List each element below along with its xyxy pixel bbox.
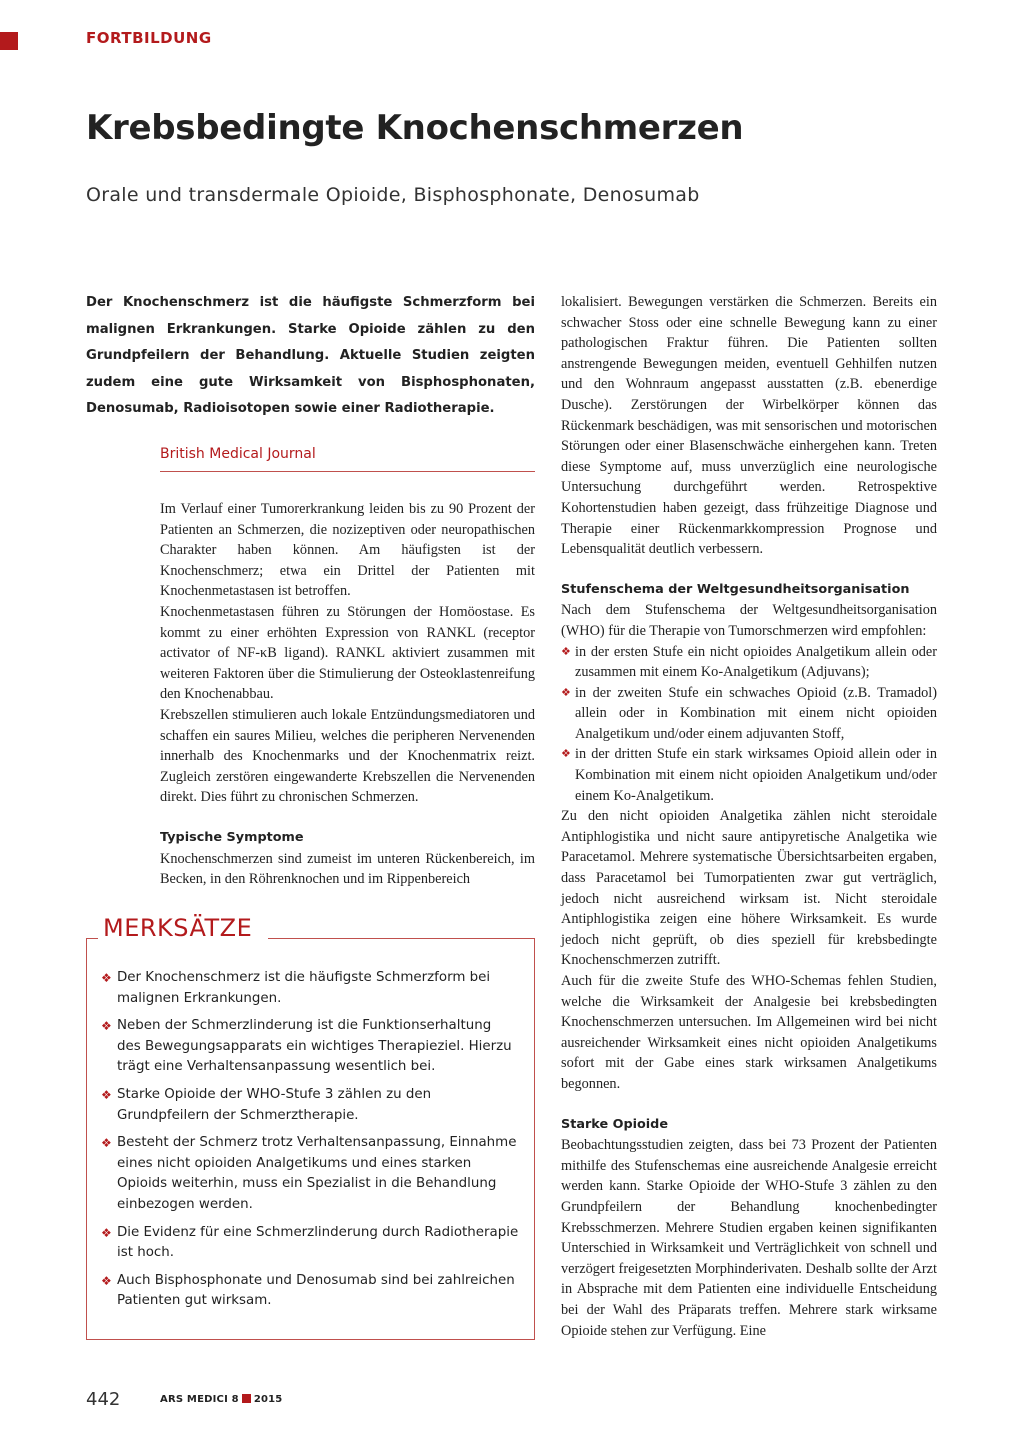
who-steps-list (561, 642, 937, 807)
key-point-item: ❖ Neben der Schmerzlinderung ist die Funktionserhaltung des Bewegungsapparats ein wichtiges Therapieziel. Hierzu trägt eine Verhaltensanpassung wesentlich bei. (101, 1018, 512, 1075)
list-item: ❖ in der zweiten Stufe ein schwaches Opioid (z.B. Tramadol) allein oder in Kombination mit einem nicht opioiden Analgetikum und/oder einem adjuvanten Stoff, (561, 684, 937, 742)
diamond-bullet-icon: ❖ (101, 1136, 112, 1151)
key-point-item: ❖ Der Knochenschmerz ist die häufigste Schmerzform bei malignen Erkrankungen. (101, 970, 491, 1006)
body-paragraph: Knochenschmerzen sind zumeist im unteren Rückenbereich, im Becken, in den Röhrenknochen und im Rippenbereich (160, 850, 535, 888)
lead-paragraph: Der Knochenschmerz ist die häufigste Schmerzform bei malignen Erkrankungen. Starke Opioide zählen zu den Grundpfeilern der Behandlung. Aktuelle Studien zeigten zudem eine gute Wirksamkeit von Bisphosphonaten, Denosumab, Radioisotopen sowie einer Radiotherapie. (86, 295, 535, 416)
divider (160, 471, 535, 472)
body-paragraph: Beobachtungsstudien zeigten, dass bei 73 Prozent der Patienten mithilfe des Stufenschemas eine ausreichende Analgesie erreicht werden kann. Starke Opioide der WHO-Stufe 3 zählen zu den Grundpfeilern der Behandlung knochenbedingter Krebsschmerzen. Mehrere Studien ergaben keinen signifikanten Unterschied in Wirksamkeit und Verträglichkeit von schnell und verzögert freigesetzten Morphinderivaten. Deshalb sollte der Arzt in Absprache mit dem Patienten eine individuelle Entscheidung bei der Wahl des Präparats treffen. Mehrere stark wirksame Opioide stehen zur Verfügung. Eine (561, 1137, 937, 1339)
diamond-bullet-icon: ❖ (101, 1019, 112, 1034)
diamond-bullet-icon: ❖ (561, 686, 571, 699)
page-number: 442 (86, 1389, 121, 1410)
subheading-opioids: Starke Opioide (561, 1116, 669, 1132)
key-point-item: ❖ Starke Opioide der WHO-Stufe 3 zählen zu den Grundpfeilern der Schmerztherapie. (101, 1086, 432, 1123)
article-subtitle: Orale und transdermale Opioide, Bisphosphonate, Denosumab (86, 184, 700, 206)
body-paragraph: Zu den nicht opioiden Analgetika zählen nicht steroidale Antiphlogistika und nicht saure antipyretische Analgetika wie Paracetamol. Mehrere systematische Übersichtsarbeiten ergaben, dass Paracetamol bei Tumorpatienten zwar gut verträglich, jedoch nicht ausreichend wirksam ist. Nicht steroidale Antiphlogistika zeigen eine höhere Wirksamkeit. Es wurde jedoch nicht geprüft, ob dies speziell für krebsbedingte Knochenschmerzen zutrifft. (561, 808, 937, 969)
diamond-bullet-icon: ❖ (101, 971, 112, 985)
column-right (561, 292, 937, 1341)
diamond-bullet-icon: ❖ (101, 1273, 112, 1288)
diamond-bullet-icon: ❖ (561, 748, 571, 761)
column-left (160, 499, 535, 890)
section-marker (0, 32, 18, 50)
diamond-bullet-icon: ❖ (101, 1087, 112, 1102)
body-paragraph: Im Verlauf einer Tumorerkrankung leiden bis zu 90 Prozent der Patienten an Schmerzen, die nozizeptiven oder neuropathischen Charakter haben können. Am häufigsten ist der Knochenschmerz; etwa ein Drittel der Patienten mit Knochenmetastasen ist betroffen. (160, 501, 535, 600)
square-separator-icon (242, 1394, 251, 1403)
key-point-item: ❖ Auch Bisphosphonate und Denosumab sind bei zahlreichen Patienten gut wirksam. (101, 1272, 515, 1309)
key-points-list (101, 968, 519, 1319)
section-label: FORTBILDUNG (86, 29, 212, 47)
key-point-item: ❖ Besteht der Schmerz trotz Verhaltensanpassung, Einnahme eines nicht opioiden Analgetikums und eines starken Opioids weiterhin, muss ein Spezialist in die Behandlung einbezogen werden. (101, 1135, 517, 1212)
key-point-item: ❖ Die Evidenz für eine Schmerzlinderung durch Radiotherapie ist hoch. (101, 1224, 519, 1261)
article-title: Krebsbedingte Knochenschmerzen (86, 108, 744, 148)
list-item: ❖ in der dritten Stufe ein stark wirksames Opioid allein oder in Kombination mit einem nicht opioiden Analgetikum und/oder einem Ko-Analgetikum. (561, 746, 937, 804)
subheading-who: Stufenschema der Weltgesundheitsorganisation (561, 581, 910, 597)
diamond-bullet-icon: ❖ (101, 1225, 112, 1240)
list-item: ❖ in der ersten Stufe ein nicht opioides Analgetikum allein oder zusammen mit einem Ko-Analgetikum (Adjuvans); (561, 643, 937, 681)
body-paragraph: Auch für die zweite Stufe des WHO-Schemas fehlen Studien, welche die Wirksamkeit der Analgesie bei krebsbedingten Knochenschmerzen untersuchen. Im Allgemeinen wird bei nicht ausreichender Wirksamkeit eines nicht opioiden Analgetikums sofort mit der Gabe eines stark wirksamen Analgetikums begonnen. (561, 973, 937, 1092)
body-paragraph: Knochenmetastasen führen zu Störungen der Homöostase. Es kommt zu einer erhöhten Expression von RANKL (receptor activator of NF-κB ligand). RANKL aktiviert zusammen mit weiteren Faktoren über die Stimulierung der Osteoklastenreifung den Knochenabbau. (160, 603, 535, 703)
body-paragraph: Krebszellen stimulieren auch lokale Entzündungsmediatoren und schaffen ein saures Milieu, welches die peripheren Nervenenden innerhalb des Knochenmarks und der Knochenmatrix reizt. Zugleich zerstören eingewanderte Krebszellen die Nervenenden direkt. Dies führt zu chronischen Schmerzen. (160, 706, 535, 806)
subheading-symptoms: Typische Symptome (160, 829, 304, 845)
diamond-bullet-icon: ❖ (561, 645, 571, 658)
journal-info: ARS MEDICI 8 2015 (160, 1394, 283, 1405)
body-paragraph: lokalisiert. Bewegungen verstärken die Schmerzen. Bereits ein schwacher Stoss oder eine schnelle Bewegung kann zu einer pathologischen Fraktur führen. Die Patienten sollten anstrengende Bewegungen meiden, eventuell Gehhilfen nutzen und den Wohnraum angepasst ausstatten (z.B. ebenerdige Dusche). Zerstörungen der Wirbelkörper können das Rückenmark beschädigen, was mit sensorischen und motorischen Störungen oder einer Blasenschwäche einhergehen kann. Treten diese Symptome auf, muss unverzüglich eine neurologische Untersuchung durchgeführt werden. Retrospektive Kohortenstudien haben gezeigt, dass frühzeitige Diagnose und Therapie einer Rückenmarkkompression Prognose und Lebensqualität deutlich verbessern. (561, 294, 937, 558)
source-label: British Medical Journal (160, 446, 316, 462)
key-points-title: MERKSÄTZE (103, 914, 253, 942)
body-paragraph: Nach dem Stufenschema der Weltgesundheitsorganisation (WHO) für die Therapie von Tumorschmerzen wird empfohlen: (561, 602, 937, 639)
